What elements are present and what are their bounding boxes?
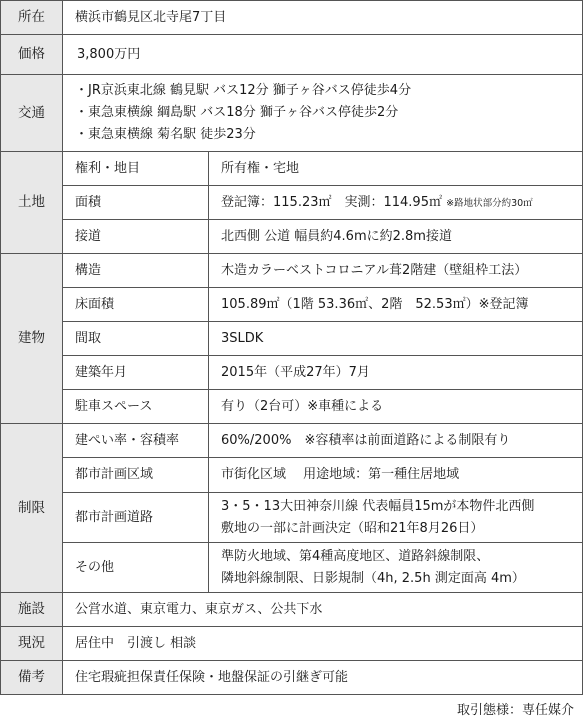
value-price: 3,800万円 (63, 35, 583, 75)
value-other (209, 543, 583, 593)
label-location: 所在 (1, 1, 63, 35)
row-facilities (1, 593, 583, 627)
value-transport (63, 75, 583, 152)
row-land-rights (1, 152, 583, 186)
plan-road-line-1: 3・5・13大田神奈川線 代表幅員15mが本物件北西側 (221, 498, 535, 514)
other-line-1: 準防火地域、第4種高度地区、道路斜線制限、 (221, 548, 490, 564)
land-area-note: ※路地状部分約30㎡ (446, 197, 533, 209)
label-land-rights: 権利・地目 (63, 152, 209, 186)
other-line-2: 隣地斜線制限、日影規制（4h, 2.5h 測定面高 4m） (221, 570, 525, 586)
value-layout: 3SLDK (209, 322, 583, 356)
label-transport: 交通 (1, 75, 63, 152)
label-zone: 都市計画区域 (63, 458, 209, 493)
label-parking: 駐車スペース (63, 390, 209, 424)
label-status: 現況 (1, 627, 63, 661)
value-facilities: 公営水道、東京電力、東京ガス、公共下水 (63, 593, 583, 627)
row-building-parking (1, 390, 583, 424)
row-status (1, 627, 583, 661)
value-land-rights: 所有権・宅地 (209, 152, 583, 186)
row-building-built (1, 356, 583, 390)
row-restrict-zone (1, 458, 583, 493)
value-remarks: 住宅瑕疵担保責任保険・地盤保証の引継ぎ可能 (63, 661, 583, 695)
label-layout: 間取 (63, 322, 209, 356)
land-area-text: 登記簿：115.23㎡ 実測：114.95㎡ (221, 194, 442, 210)
label-built: 建築年月 (63, 356, 209, 390)
value-zone: 市街化区域 用途地域：第一種住居地域 (209, 458, 583, 493)
label-ratio: 建ぺい率・容積率 (63, 424, 209, 458)
value-building-structure: 木造カラーベストコロニアル葺2階建（壁組枠工法） (209, 254, 583, 288)
row-building-floor-area (1, 288, 583, 322)
row-building-structure (1, 254, 583, 288)
value-ratio: 60%/200% ※容積率は前面道路による制限有り (209, 424, 583, 458)
label-plan-road: 都市計画道路 (63, 493, 209, 543)
value-status: 居住中 引渡し 相談 (63, 627, 583, 661)
value-land-area (209, 186, 583, 220)
row-land-road (1, 220, 583, 254)
transport-line-2: ・東急東横線 綱島駅 バス18分 獅子ヶ谷バス停徒歩2分 (75, 105, 399, 120)
row-land-area (1, 186, 583, 220)
label-facilities: 施設 (1, 593, 63, 627)
label-land-area: 面積 (63, 186, 209, 220)
row-building-layout (1, 322, 583, 356)
value-parking: 有り（2台可）※車種による (209, 390, 583, 424)
row-restrict-ratio (1, 424, 583, 458)
transport-line-3: ・東急東横線 菊名駅 徒歩23分 (75, 127, 256, 142)
transaction-type-note: 取引態様：専任媒介 (456, 703, 574, 718)
row-transport (1, 75, 583, 152)
value-land-road: 北西側 公道 幅員約4.6mに約2.8m接道 (209, 220, 583, 254)
row-remarks (1, 661, 583, 695)
value-location: 横浜市鶴見区北寺尾7丁目 (63, 1, 583, 35)
transport-line-1: ・JR京浜東北線 鶴見駅 バス12分 獅子ヶ谷バス停徒歩4分 (75, 83, 412, 98)
plan-road-line-2: 敷地の一部に計画決定（昭和21年8月26日） (221, 520, 484, 536)
row-price (1, 35, 583, 75)
label-floor-area: 床面積 (63, 288, 209, 322)
label-building-structure: 構造 (63, 254, 209, 288)
value-floor-area: 105.89㎡（1階 53.36㎡、2階 52.53㎡）※登記簿 (209, 288, 583, 322)
label-land: 土地 (1, 152, 63, 254)
label-land-road: 接道 (63, 220, 209, 254)
value-plan-road (209, 493, 583, 543)
row-restrict-plan-road (1, 493, 583, 543)
label-price: 価格 (1, 35, 63, 75)
label-restrictions: 制限 (1, 424, 63, 593)
label-building: 建物 (1, 254, 63, 424)
label-other: その他 (63, 543, 209, 593)
value-built: 2015年（平成27年）7月 (209, 356, 583, 390)
row-restrict-other (1, 543, 583, 593)
label-remarks: 備考 (1, 661, 63, 695)
row-location (1, 1, 583, 35)
